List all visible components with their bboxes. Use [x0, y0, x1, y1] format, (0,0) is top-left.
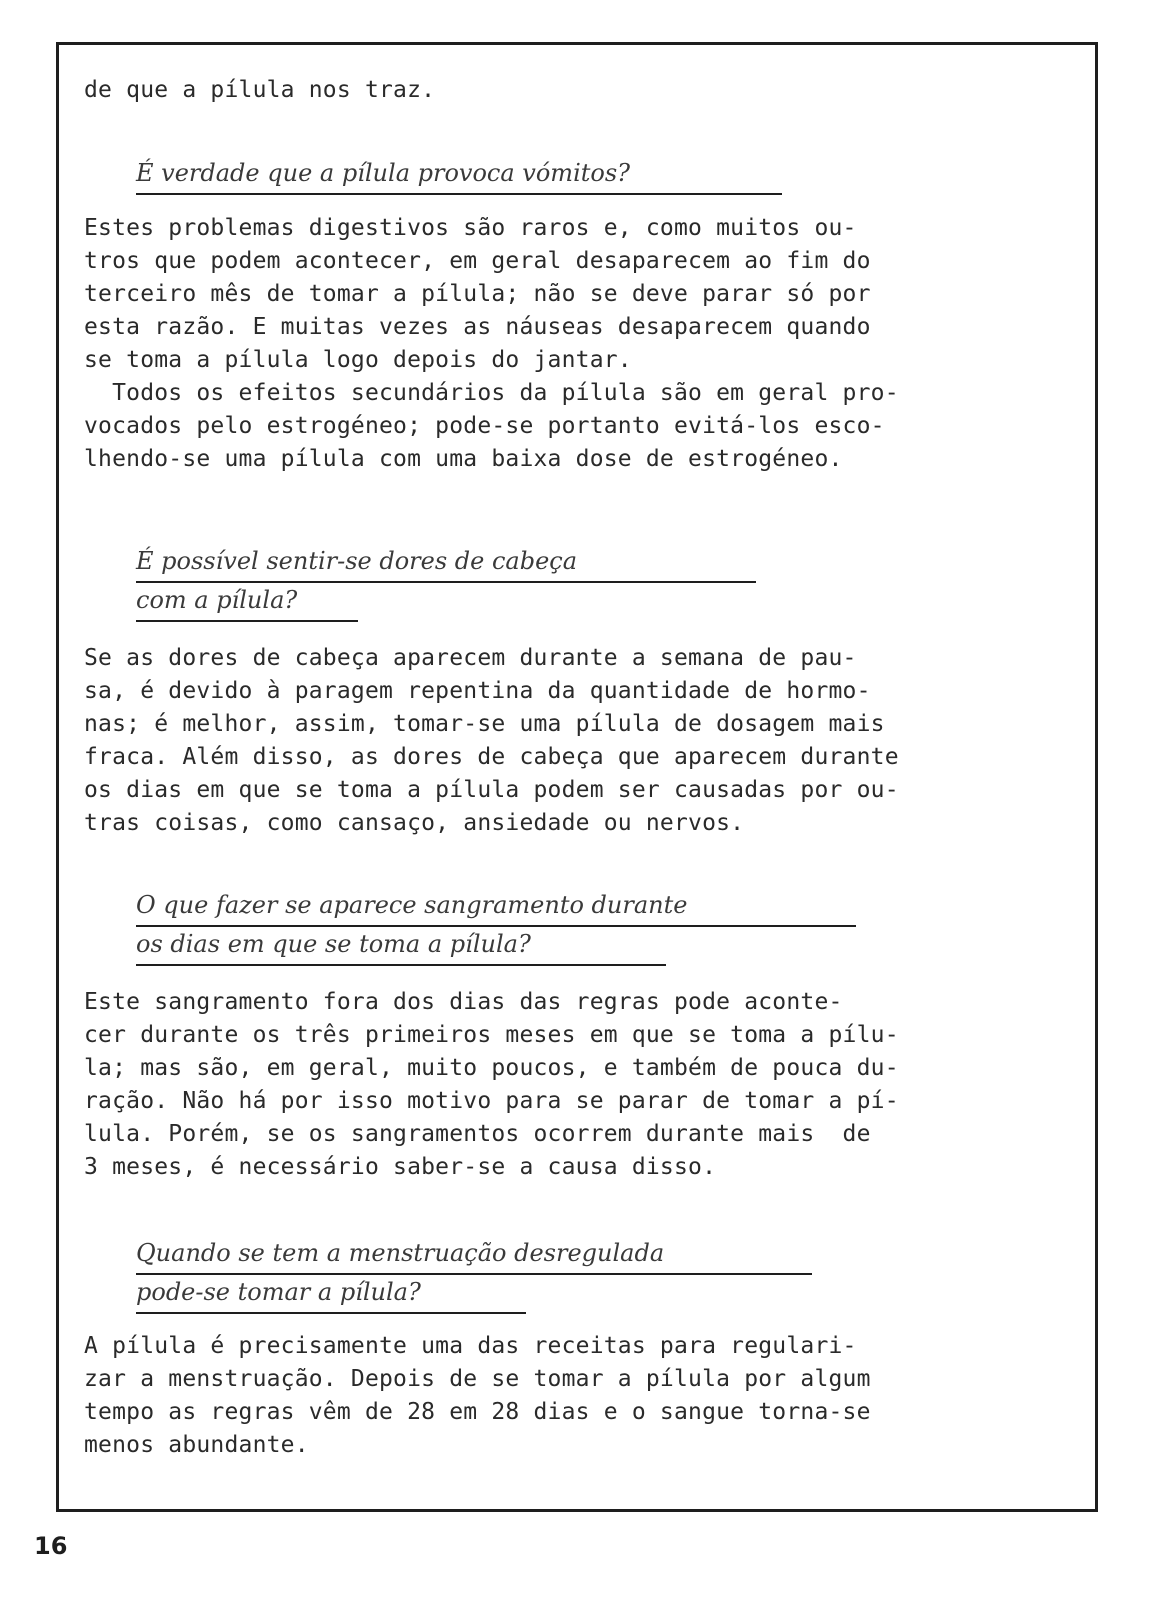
heading-line: É possível sentir-se dores de cabeça — [136, 547, 578, 575]
paragraph-line: zar a menstruação. Depois de se tomar a pílula por algum — [84, 1366, 871, 1392]
paragraph-line: Estes problemas digestivos são raros e, como muitos ou- — [84, 215, 857, 241]
paragraph-line: la; mas são, em geral, muito poucos, e também de pouca du- — [84, 1055, 899, 1081]
paragraph-line: sa, é devido à paragem repentina da quantidade de hormo- — [84, 678, 871, 704]
paragraph-line: se toma a pílula logo depois do jantar. — [84, 347, 632, 373]
paragraph-line: Se as dores de cabeça aparecem durante a semana de pau- — [84, 645, 857, 671]
heading-line: pode-se tomar a pílula? — [136, 1278, 421, 1306]
heading-line: com a pílula? — [136, 586, 298, 614]
heading-line: os dias em que se toma a pílula? — [136, 930, 531, 958]
paragraph-line: ração. Não há por isso motivo para se parar de tomar a pí- — [84, 1088, 899, 1114]
paragraph-line: tempo as regras vêm de 28 em 28 dias e o sangue torna-se — [84, 1399, 871, 1425]
section-3-heading — [136, 888, 856, 966]
paragraph-line: nas; é melhor, assim, tomar-se uma pílula de dosagem mais — [84, 711, 885, 737]
heading-underline — [136, 193, 782, 195]
paragraph-line: lula. Porém, se os sangramentos ocorrem durante mais de — [84, 1121, 871, 1147]
paragraph-line: tras coisas, como cansaço, ansiedade ou nervos. — [84, 810, 745, 836]
paragraph-line: Todos os efeitos secundários da pílula são em geral pro- — [84, 380, 899, 406]
section-2-body — [84, 642, 1074, 840]
paragraph-line: fraca. Além disso, as dores de cabeça que aparecem durante — [84, 744, 899, 770]
section-1-heading — [136, 156, 782, 195]
paragraph-line: 3 meses, é necessário saber-se a causa disso. — [84, 1154, 717, 1180]
heading-line: É verdade que a pílula provoca vómitos? — [136, 159, 631, 187]
paragraph-line: tros que podem acontecer, em geral desaparecem ao fim do — [84, 248, 871, 274]
intro-line: de que a pílula nos traz. — [84, 77, 436, 103]
paragraph-line: A pílula é precisamente uma das receitas para regulari- — [84, 1333, 857, 1359]
section-4-body — [84, 1330, 1074, 1462]
heading-line: O que fazer se aparece sangramento durante — [136, 891, 688, 919]
section-4-heading — [136, 1236, 812, 1314]
paragraph-line: os dias em que se toma a pílula podem ser causadas por ou- — [84, 777, 899, 803]
section-2-heading — [136, 544, 756, 622]
section-1-body — [84, 212, 1074, 476]
paragraph-line: vocados pelo estrogéneo; pode-se portanto evitá-los esco- — [84, 413, 885, 439]
paragraph-line: menos abundante. — [84, 1432, 309, 1458]
heading-line: Quando se tem a menstruação desregulada — [136, 1239, 665, 1267]
intro-paragraph — [84, 74, 1074, 107]
heading-underline — [136, 620, 358, 622]
paragraph-line: cer durante os três primeiros meses em que se toma a pílu- — [84, 1022, 899, 1048]
paragraph-line: lhendo-se uma pílula com uma baixa dose de estrogéneo. — [84, 446, 843, 472]
paragraph-line: Este sangramento fora dos dias das regras pode aconte- — [84, 989, 843, 1015]
page-number: 16 — [34, 1532, 68, 1560]
heading-underline — [136, 1312, 526, 1314]
heading-underline — [136, 964, 666, 966]
paragraph-line: terceiro mês de tomar a pílula; não se deve parar só por — [84, 281, 871, 307]
paragraph-line: esta razão. E muitas vezes as náuseas desaparecem quando — [84, 314, 871, 340]
section-3-body — [84, 986, 1074, 1184]
